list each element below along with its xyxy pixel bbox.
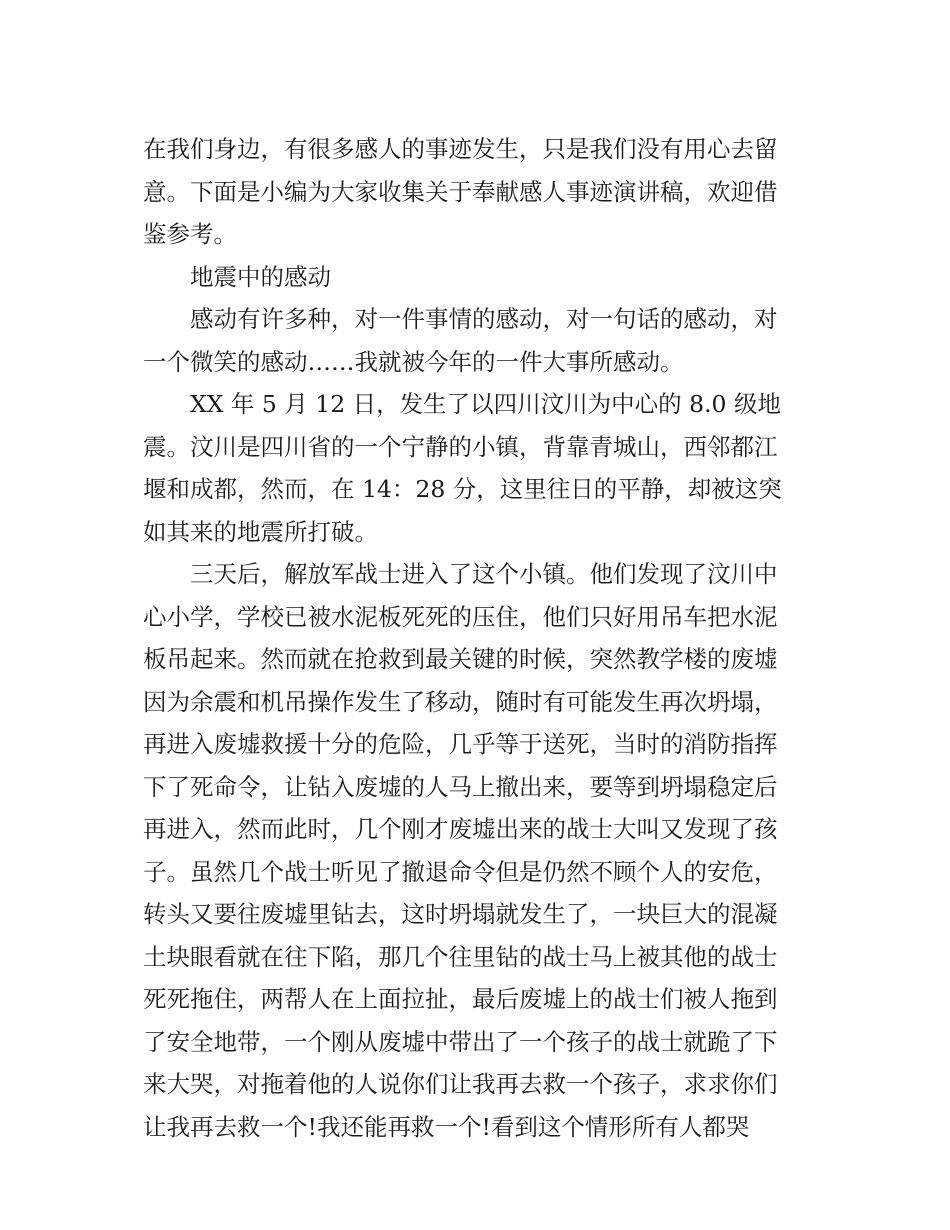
text-line: 震。汶川是四川省的一个宁静的小镇，背靠青城山，西邻都江 [143,432,778,461]
text-line: 死死拖住，两帮人在上面拉扯，最后废墟上的战士们被人拖到 [143,985,778,1013]
text-line: 三天后，解放军战士进入了这个小镇。他们发现了汶川中 [190,560,778,588]
text-line: 一个微笑的感动……我就被今年的一件大事所感动。 [143,347,684,376]
text-line: 子。虽然几个战士听见了撤退命令但是仍然不顾个人的安危， [143,857,778,886]
text-line: 下了死命令，让钻入废墟的人马上撤出来，要等到坍塌稳定后 [143,772,778,801]
text-line: 再进入废墟救援十分的危险，几乎等于送死，当时的消防指挥 [143,730,778,758]
text-line: 板吊起来。然而就在抢救到最关键的时候，突然教学楼的废墟 [143,645,778,673]
text-line: 如其来的地震所打破。 [143,517,378,546]
text-line: 堰和成都，然而，在 14：28 分，这里往日的平静，却被这突 [143,475,782,503]
text-line: 意。下面是小编为大家收集关于奉献感人事迹演讲稿，欢迎借 [143,177,778,206]
text-line: 让我再去救一个!我还能再救一个!看到这个情形所有人都哭 [143,1112,750,1141]
text-line: 在我们身边，有很多感人的事迹发生，只是我们没有用心去留 [143,135,778,163]
text-line: XX 年 5 月 12 日，发生了以四川汶川为中心的 8.0 级地 [190,390,781,418]
text-line: 鉴参考。 [143,220,237,248]
text-line: 来大哭，对拖着他的人说你们让我再去救一个孩子，求求你们 [143,1070,778,1098]
text-line: 再进入，然而此时，几个刚才废墟出来的战士大叫又发现了孩 [143,815,778,843]
text-line: 转头又要往废墟里钻去，这时坍塌就发生了，一块巨大的混凝 [143,900,778,928]
text-line: 土块眼看就在往下陷，那几个往里钻的战士马上被其他的战士 [143,942,778,971]
text-line: 了安全地带，一个刚从废墟中带出了一个孩子的战士就跪了下 [143,1027,778,1056]
text-line: 地震中的感动 [190,262,331,291]
text-line: 心小学，学校已被水泥板死死的压住，他们只好用吊车把水泥 [143,602,778,631]
document-body [143,128,823,1148]
text-line: 因为余震和机吊操作发生了移动，随时有可能发生再次坍塌， [143,687,778,716]
text-line: 感动有许多种，对一件事情的感动，对一句话的感动，对 [190,305,778,333]
